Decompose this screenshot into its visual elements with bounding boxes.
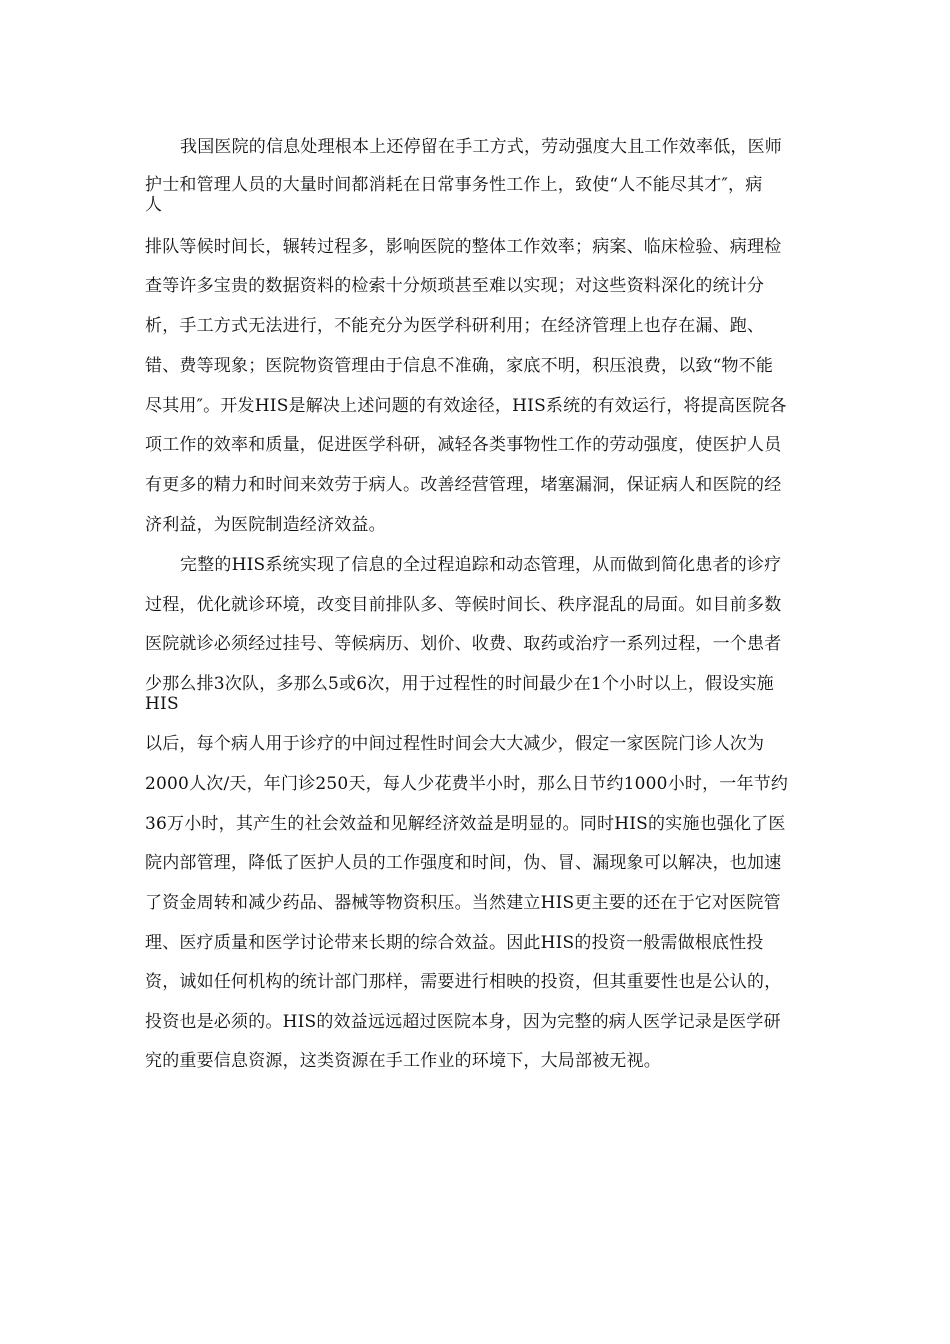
text-line: 理、医疗质量和医学讨论带来长期的综合效益。因此HIS的投资一般需做根底性投 (145, 933, 764, 953)
text-line: 错、费等现象；医院物资管理由于信息不准确，家底不明，积压浪费，以致“物不能 (145, 356, 774, 376)
text-line: 了资金周转和减少药品、器械等物资积压。当然建立HIS更主要的还在于它对医院管 (145, 893, 781, 913)
text-line: 人 (145, 195, 163, 215)
text-line: 查等许多宝贵的数据资料的检索十分烦琐甚至难以实现；对这些资料深化的统计分 (145, 276, 765, 296)
text-line: 项工作的效率和质量，促进医学科研，减轻各类事物性工作的劳动强度，使医护人员 (145, 435, 782, 455)
text-line: 医院就诊必须经过挂号、等候病历、划价、收费、取药或治疗一系列过程，一个患者 (145, 634, 782, 654)
text-line: 过程，优化就诊环境，改变目前排队多、等候时间长、秩序混乱的局面。如目前多数 (145, 595, 782, 615)
text-line: 以后，每个病人用于诊疗的中间过程性时间会大大减少，假定一家医院门诊人次为 (145, 734, 765, 754)
text-line: 少那么排3次队，多那么5或6次，用于过程性的时间最少在1个小时以上，假设实施 (145, 674, 774, 694)
text-line: 院内部管理，降低了医护人员的工作强度和时间，伪、冒、漏现象可以解决，也加速 (145, 853, 782, 873)
text-line: 资，诚如任何机构的统计部门那样，需要进行相映的投资，但其重要性也是公认的， (145, 972, 782, 992)
text-line: 究的重要信息资源，这类资源在手工作业的环境下，大局部被无视。 (145, 1051, 661, 1071)
text-line: 济利益，为医院制造经济效益。 (145, 515, 386, 535)
text-line: 我国医院的信息处理根本上还停留在手工方式，劳动强度大且工作效率低，医师 (180, 137, 782, 157)
text-line: 尽其用″。开发HIS是解决上述问题的有效途径，HIS系统的有效运行，将提高医院各 (145, 396, 787, 416)
text-line: 完整的HIS系统实现了信息的全过程追踪和动态管理，从而做到简化患者的诊疗 (180, 555, 782, 575)
text-line: 2000人次/天，年门诊250天，每人少花费半小时，那么日节约1000小时，一年节约 (145, 774, 789, 794)
text-line: 排队等候时间长，辗转过程多，影响医院的整体工作效率；病案、临床检验、病理检 (145, 237, 782, 257)
text-line: 有更多的精力和时间来效劳于病人。改善经营管理，堵塞漏洞，保证病人和医院的经 (145, 475, 782, 495)
text-line: HIS (145, 694, 179, 714)
text-line: 析，手工方式无法进行，不能充分为医学科研利用；在经济管理上也存在漏、跑、 (145, 316, 765, 336)
text-line: 36万小时，其产生的社会效益和见解经济效益是明显的。同时HIS的实施也强化了医 (145, 814, 786, 834)
text-line: 投资也是必须的。HIS的效益远远超过医院本身，因为完整的病人医学记录是医学研 (145, 1012, 781, 1032)
text-line: 护士和管理人员的大量时间都消耗在日常事务性工作上，致使“人不能尽其才″，病 (145, 175, 763, 195)
